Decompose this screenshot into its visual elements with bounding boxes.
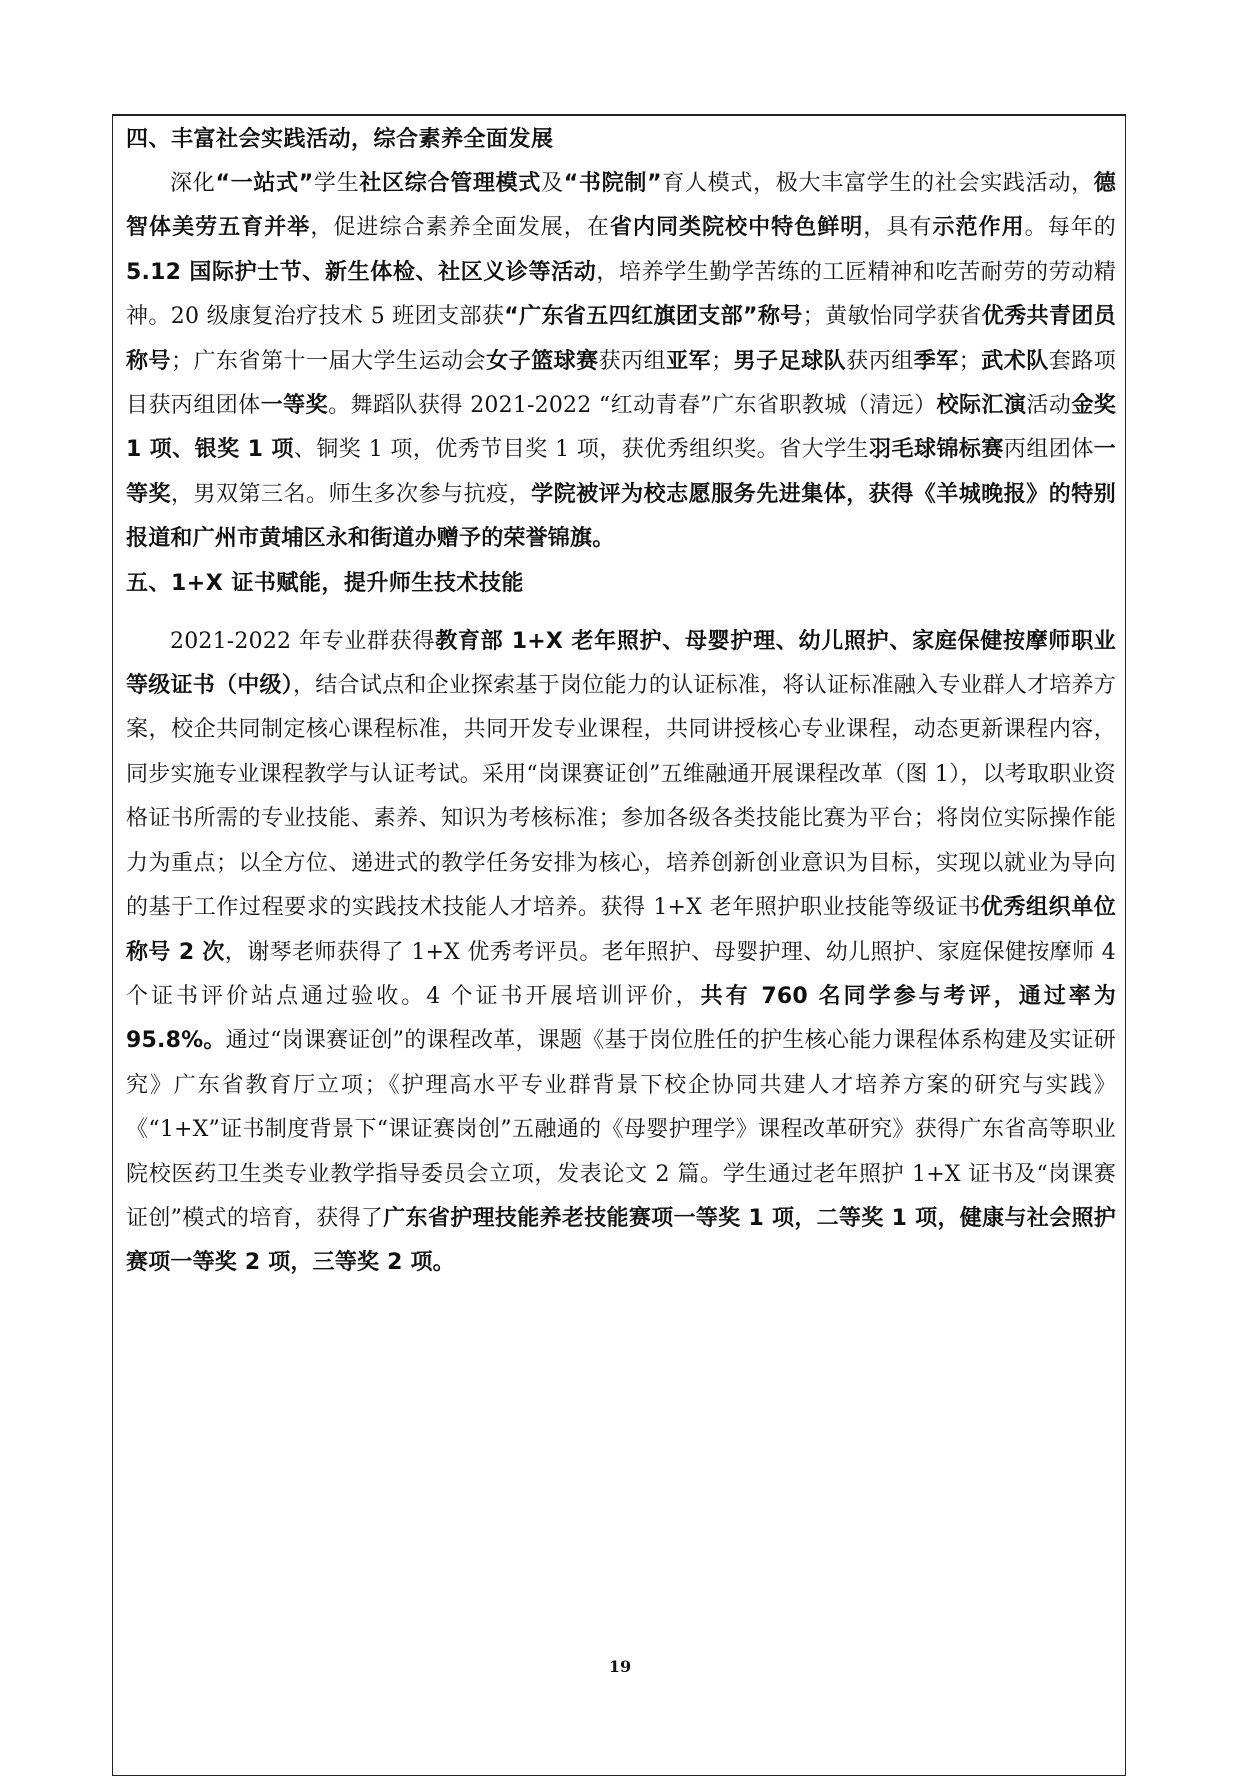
text-run: ；黄敏怡同学获省 [802, 304, 982, 330]
bold-text-run: 德智体美劳五育并举 [126, 171, 1116, 241]
text-run: 、铜奖 1 项，优秀节目奖 1 项，获优秀组织奖。省大学生 [293, 437, 870, 463]
text-run: 深化 [170, 171, 216, 196]
text-run: 学生 [313, 171, 360, 196]
bold-text-run: 亚军 [666, 348, 712, 374]
bold-text-run: 示范作用 [932, 215, 1025, 241]
text-run: ，培养学生勤学苦练的工匠精神和吃苦耐劳的劳动精神。20 级康复治疗技术 5 班团支部获 [126, 259, 1116, 330]
text-run: 。每年的 [1024, 215, 1116, 241]
text-run: 及 [541, 171, 564, 196]
bold-text-run: 金奖 1 项、银奖 1 项 [126, 393, 1116, 463]
text-run: ；广东省第十一届大学生运动会 [171, 348, 487, 374]
bold-text-run: 共有 760 名同学参与考评，通过率为 95.8%。 [126, 983, 1116, 1054]
bold-text-run: 武术队 [980, 348, 1049, 374]
section-4-heading: 四、丰富社会实践活动，综合素养全面发展 [126, 127, 554, 152]
bold-text-run: 优秀共青团员称号 [126, 304, 1116, 374]
bold-text-run: 优秀组织单位称号 2 次 [126, 895, 1116, 965]
text-run: 。舞蹈队获得 2021-2022 “红动青春”广东省职教城（清远） [328, 393, 937, 419]
section-5-heading: 五、1+X 证书赋能，提升师生技术技能 [126, 570, 524, 596]
text-run: ，具有 [863, 215, 933, 241]
bold-text-run: 男子足球队 [733, 348, 847, 374]
document-body [126, 118, 1116, 1286]
text-run: 育人模式，极大丰富学生的社会实践活动， [661, 171, 1094, 196]
text-run: ； [711, 348, 734, 374]
bold-text-run: 广东省护理技能养老技能赛项一等奖 1 项，二等奖 1 项，健康与社会照护赛项一等奖 2 项，三等奖 2 项。 [126, 1205, 1116, 1276]
bold-text-run: 教育部 1+X 老年照护、母婴护理、幼儿照护、家庭保健按摩师职业等级证书（中级） [126, 628, 1116, 699]
text-run: 套路项目获丙组团体 [126, 348, 1116, 419]
text-run: ； [958, 348, 981, 374]
bold-text-run: 季军 [913, 348, 959, 374]
section-5-paragraph [126, 620, 1116, 1286]
text-run: ，男双第三名。师生多次参与抗疫， [171, 481, 532, 507]
bold-text-run: 学院被评为校志愿服务先进集体，获得《羊城晚报》的特别报道和广州市黄埔区永和街道办赠予的荣誉锦旗。 [126, 481, 1116, 552]
bold-text-run: 社区综合管理模式 [359, 171, 542, 196]
bold-text-run: “广东省五四红旗团支部”称号 [504, 304, 803, 330]
text-run: ，结合试点和企业探索基于岗位能力的认证标准，将认证标准融入专业群人才培养方案，校企共同制定核心课程标准，共同开发专业课程，共同讲授核心专业课程，动态更新课程内容，同步实施专业课程教学与认证考试。采用“岗课赛证创”五维融通开展课程改革（图 1），以考取职业资格证书所需的专业技能、素养、知识为考核标准；参加各级各类技能比赛为平台；将岗位实际操作能力为重点；以全方位、递进式的教学任务安排为核心，培养创新创业意识为目标，实现以就业为导向的基于工作过程要求的实践技术技能人才培养。获得 1+X 老年照护职业技能等级证书 [126, 673, 1116, 921]
bold-text-run: 羽毛球锦标赛 [869, 437, 1004, 463]
bold-text-run: 5.12 国际护士节、新生体检、社区义诊等活动 [126, 259, 597, 285]
bold-text-run: 一等奖 [260, 393, 329, 419]
bold-text-run: 省内同类院校中特色鲜明 [609, 215, 864, 241]
bold-text-run: 女子篮球赛 [486, 348, 599, 374]
text-run: 获丙组 [598, 348, 667, 374]
bold-text-run: 一等奖 [126, 437, 1116, 507]
text-run: 活动 [1026, 393, 1072, 419]
bold-text-run: “一站式” [215, 171, 314, 196]
text-run: 通过“岗课赛证创”的课程改革，课题《基于岗位胜任的护生核心能力课程体系构建及实证研究》广东省教育厅立项；《护理高水平专业群背景下校企协同共建人才培养方案的研究与实践》《“1+X”证书制度背景下“课证赛岗创”五融通的《母婴护理学》课程改革研究》获得广东省高等职业院校医药卫生类专业教学指导委员会立项，发表论文 2 篇。学生通过老年照护 1+X 证书及“岗课赛证创”模式的培育，获得了 [126, 1028, 1116, 1231]
text-run: 丙组团体 [1003, 437, 1094, 463]
bold-text-run: “书院制” [563, 171, 662, 196]
text-run: ，谢琴老师获得了 1+X 优秀考评员。老年照护、母婴护理、幼儿照护、家庭保健按摩师 4 个证书评价站点通过验收。4 个证书开展培训评价， [126, 939, 1116, 1009]
text-run: 2021-2022 年专业群获得 [170, 628, 436, 654]
text-run: 获丙组 [846, 348, 914, 374]
page-number: 19 [608, 1657, 632, 1676]
bold-text-run: 校际汇演 [936, 393, 1027, 419]
text-run: ，促进综合素养全面发展，在 [310, 215, 610, 241]
section-4-paragraph [126, 162, 1116, 562]
